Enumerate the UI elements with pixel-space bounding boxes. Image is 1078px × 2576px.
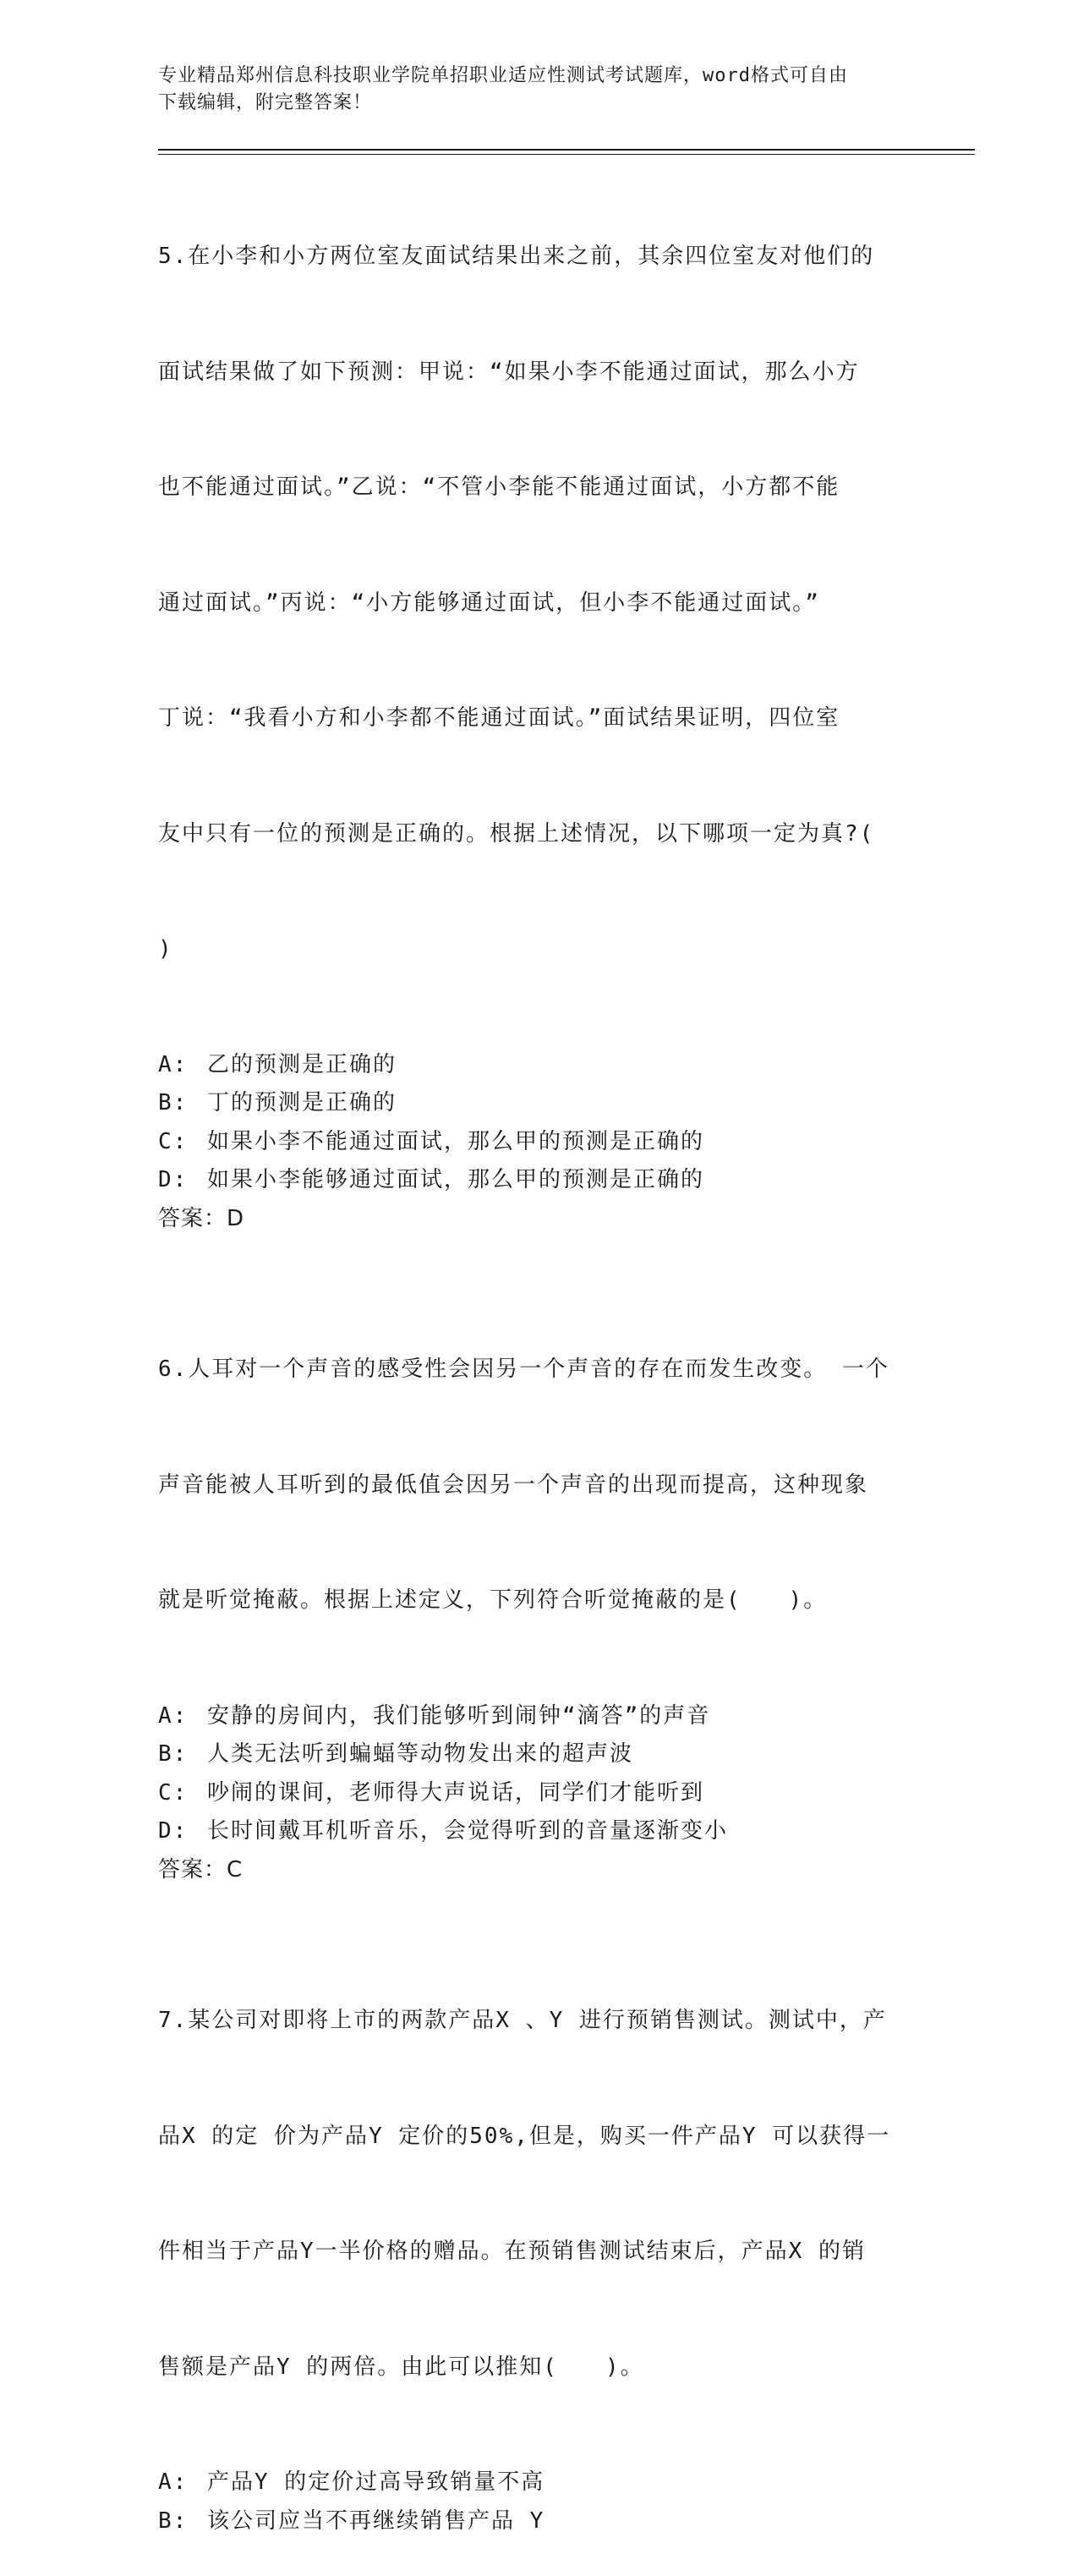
option-text: 如果小李不能通过面试，那么甲的预测是正确的 bbox=[207, 1128, 705, 1154]
stem-line: 通过面试。”丙说：“小方能够通过面试，但小李不能通过面试。” bbox=[158, 589, 820, 616]
option-text: 安静的房间内，我们能够听到闹钟“滴答”的声音 bbox=[207, 1702, 711, 1729]
stem-line: ) bbox=[158, 936, 173, 962]
option-key: A: bbox=[158, 1702, 189, 1729]
stem-line: 面试结果做了如下预测：甲说：“如果小李不能通过面试，那么小方 bbox=[158, 359, 860, 385]
answer-label: 答案：C bbox=[158, 1856, 244, 1883]
option-text: 乙的预测是正确的 bbox=[207, 1051, 397, 1077]
stem-line: 件相当于产品Y一半价格的赠品。在预销售测试结束后，产品X 的销 bbox=[158, 2239, 866, 2264]
option-text: 人类无法听到蝙蝠等动物发出来的超声波 bbox=[207, 1741, 634, 1767]
option-text: 该公司应当不再继续销售产品 Y bbox=[207, 2507, 545, 2534]
option-text: 丁的预测是正确的 bbox=[207, 1090, 397, 1115]
stem-line: 品X 的定 价为产品Y 定价的50%,但是，购买一件产品Y 可以获得一 bbox=[158, 2123, 891, 2149]
header-divider bbox=[158, 149, 975, 155]
option-key: A: bbox=[158, 2469, 189, 2495]
option-d bbox=[158, 1161, 919, 1200]
stem-line: 5.在小李和小方两位室友面试结果出来之前，其余四位室友对他们的 bbox=[158, 244, 875, 269]
stem-line: 7.某公司对即将上市的两款产品X 、Y 进行预销售测试。测试中，产 bbox=[158, 2008, 887, 2033]
stem-line: 6.人耳对一个声音的感受性会因另一个声音的存在而发生改变。 一个 bbox=[158, 1357, 889, 1382]
option-c bbox=[158, 1123, 919, 1162]
option-b bbox=[158, 1084, 919, 1123]
question-5 bbox=[158, 161, 919, 1238]
question-stem bbox=[158, 161, 919, 1046]
answer-label: 答案：D bbox=[158, 1205, 245, 1231]
question-7 bbox=[158, 1925, 919, 2540]
stem-line: 就是听觉掩蔽。根据上述定义，下列符合听觉掩蔽的是( )。 bbox=[158, 1587, 828, 1613]
option-key: B: bbox=[158, 1090, 189, 1115]
option-key: C: bbox=[158, 1779, 189, 1806]
option-key: C: bbox=[158, 1128, 189, 1154]
option-key: B: bbox=[158, 1741, 189, 1767]
option-text: 如果小李能够通过面试，那么甲的预测是正确的 bbox=[207, 1167, 705, 1192]
option-b bbox=[158, 2502, 919, 2541]
option-key: B: bbox=[158, 2507, 189, 2534]
header-line-2: 下载编辑，附完整答案！ bbox=[158, 92, 373, 113]
option-key: A: bbox=[158, 1051, 189, 1077]
stem-line: 丁说：“我看小方和小李都不能通过面试。”面试结果证明，四位室 bbox=[158, 705, 840, 731]
option-text: 长时间戴耳机听音乐，会觉得听到的音量逐渐变小 bbox=[207, 1818, 729, 1844]
question-stem bbox=[158, 1925, 919, 2464]
question-list bbox=[158, 161, 919, 2576]
stem-line: 声音能被人耳听到的最低值会因另一个声音的出现而提高，这种现象 bbox=[158, 1472, 869, 1498]
option-a bbox=[158, 2464, 919, 2502]
option-key: D: bbox=[158, 1818, 189, 1844]
stem-line: 也不能通过面试。”乙说：“不管小李能不能通过面试，小方都不能 bbox=[158, 474, 840, 500]
option-text: 产品Y 的定价过高导致销量不高 bbox=[207, 2469, 545, 2495]
question-6 bbox=[158, 1274, 919, 1889]
document-header bbox=[158, 63, 919, 117]
option-d bbox=[158, 1812, 919, 1851]
option-a bbox=[158, 1697, 919, 1736]
option-c bbox=[158, 1774, 919, 1813]
option-a bbox=[158, 1046, 919, 1085]
stem-line: 售额是产品Y 的两倍。由此可以推知( )。 bbox=[158, 2354, 644, 2380]
option-key: D: bbox=[158, 1167, 189, 1192]
option-text: 吵闹的课间，老师得大声说话，同学们才能听到 bbox=[207, 1779, 705, 1806]
stem-line: 友中只有一位的预测是正确的。根据上述情况，以下哪项一定为真?( bbox=[158, 820, 875, 847]
question-stem bbox=[158, 1274, 919, 1697]
header-line-1: 专业精品郑州信息科技职业学院单招职业适应性测试考试题库，word格式可自由 bbox=[158, 65, 848, 86]
option-b bbox=[158, 1735, 919, 1774]
